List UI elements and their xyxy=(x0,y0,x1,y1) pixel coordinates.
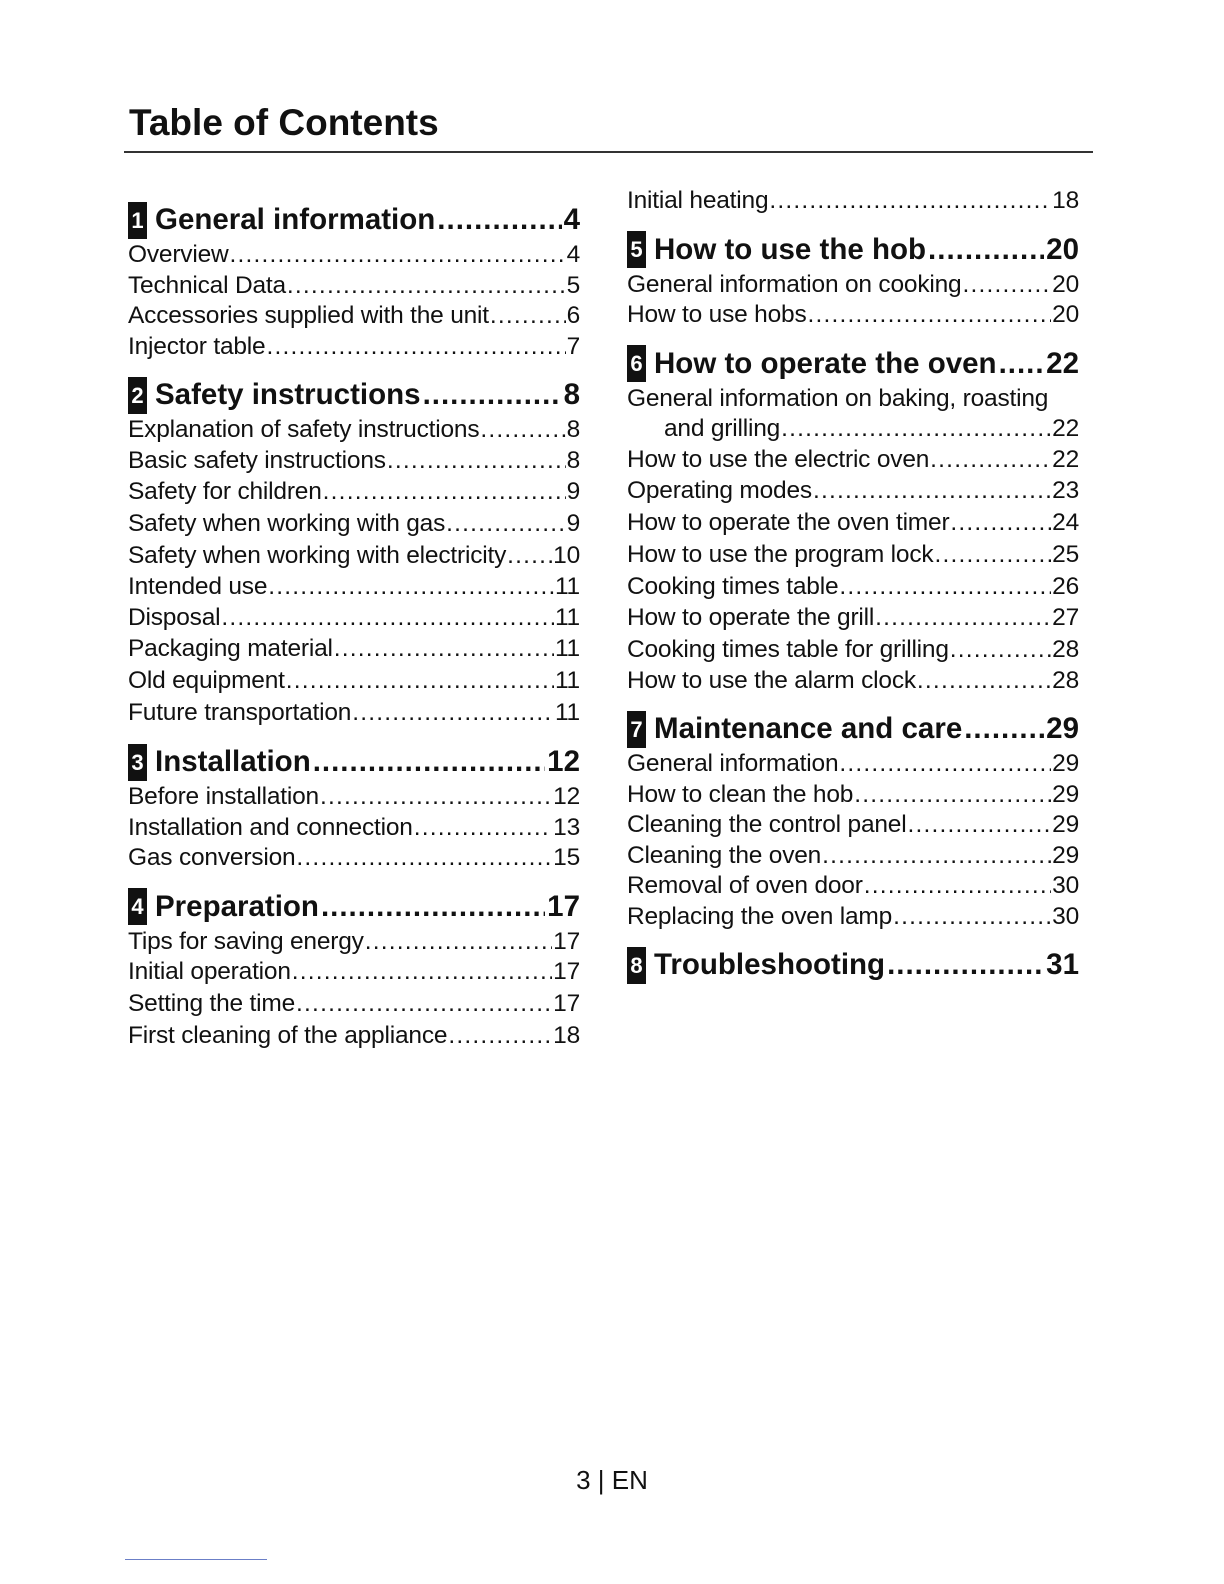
dot-leader xyxy=(352,697,554,729)
entry-page: 29 xyxy=(1052,750,1079,777)
dot-leader xyxy=(769,186,1051,217)
dot-leader xyxy=(839,571,1051,603)
dot-leader xyxy=(950,507,1051,539)
dot-leader xyxy=(962,270,1051,301)
section-title: How to use the hob xyxy=(654,232,927,266)
dot-leader xyxy=(507,540,552,572)
dot-leader xyxy=(822,841,1051,872)
entry-label: General information on cooking xyxy=(627,270,962,298)
toc-entry[interactable] xyxy=(128,240,580,271)
dot-leader xyxy=(893,902,1051,933)
dot-leader xyxy=(854,780,1051,811)
dot-leader xyxy=(864,871,1051,902)
entry-label: Safety for children xyxy=(128,478,322,505)
dot-leader xyxy=(292,957,552,988)
entry-page: 9 xyxy=(566,510,580,537)
dot-leader xyxy=(266,332,565,363)
toc-entry[interactable] xyxy=(627,841,1079,872)
entry-page: 11 xyxy=(554,603,580,631)
entry-page: 24 xyxy=(1052,509,1079,536)
toc-section-4[interactable] xyxy=(128,887,580,927)
entry-page: 17 xyxy=(553,958,580,985)
entry-page: 15 xyxy=(553,844,580,871)
toc-entry[interactable] xyxy=(627,414,1079,445)
entry-label: Installation and connection xyxy=(128,813,413,841)
toc-entry[interactable] xyxy=(627,749,1079,780)
dot-leader xyxy=(334,633,554,665)
dot-leader xyxy=(268,572,554,603)
section-number-badge: 4 xyxy=(128,888,147,925)
toc-entry[interactable] xyxy=(128,415,580,446)
toc-entry[interactable] xyxy=(128,665,580,697)
toc-entry[interactable] xyxy=(627,270,1079,301)
entry-page: 30 xyxy=(1052,902,1079,930)
entry-label: How to use the alarm clock xyxy=(627,666,916,694)
entry-label: Overview xyxy=(128,241,229,268)
toc-section-2[interactable] xyxy=(128,375,580,415)
entry-page: 28 xyxy=(1052,635,1079,663)
toc-entry[interactable] xyxy=(128,476,580,508)
dot-leader xyxy=(490,301,566,332)
footer-separator: | xyxy=(597,1465,605,1495)
footer-language: EN xyxy=(611,1465,648,1495)
dot-leader xyxy=(999,344,1045,384)
dot-leader xyxy=(928,230,1044,270)
entry-label: Injector table xyxy=(128,332,266,360)
toc-entry[interactable] xyxy=(627,186,1079,217)
entry-page: 11 xyxy=(554,699,580,726)
toc-entry[interactable] xyxy=(128,813,580,844)
section-page: 17 xyxy=(547,889,580,923)
entry-page: 8 xyxy=(566,446,580,474)
toc-entry[interactable] xyxy=(128,572,580,603)
entry-label: Setting the time xyxy=(128,989,296,1017)
entry-label: Cleaning the oven xyxy=(627,841,822,869)
entry-label: Cooking times table for grilling xyxy=(627,635,949,663)
toc-section-6[interactable] xyxy=(627,344,1079,384)
title-divider xyxy=(124,151,1093,153)
toc-entry[interactable] xyxy=(128,603,580,634)
entry-label: General information xyxy=(627,750,839,777)
dot-leader xyxy=(287,271,566,302)
toc-section-8[interactable] xyxy=(627,945,1079,985)
entry-label: Intended use xyxy=(128,573,268,600)
section-number-badge: 6 xyxy=(627,345,646,382)
entry-page: 27 xyxy=(1052,604,1079,631)
entry-label: How to use the program lock xyxy=(627,541,934,568)
entry-page: 4 xyxy=(566,241,580,268)
section-number-badge: 1 xyxy=(128,202,147,239)
entry-label: How to operate the grill xyxy=(627,604,875,631)
entry-page: 29 xyxy=(1052,841,1079,869)
toc-entry[interactable] xyxy=(627,571,1079,603)
dot-leader xyxy=(480,415,565,446)
entry-label: Safety when working with gas xyxy=(128,510,446,537)
dot-leader xyxy=(323,476,566,508)
entry-page: 29 xyxy=(1052,780,1079,808)
entry-page: 30 xyxy=(1052,872,1079,899)
toc-entry[interactable] xyxy=(128,843,580,874)
toc-entry[interactable] xyxy=(627,507,1079,539)
section-page: 31 xyxy=(1046,948,1079,981)
section-title: General information xyxy=(155,203,436,236)
entry-page: 23 xyxy=(1052,477,1079,504)
entry-label: Technical Data xyxy=(128,271,286,299)
dot-leader xyxy=(907,810,1051,841)
toc-entry[interactable] xyxy=(128,1020,580,1052)
entry-page: 22 xyxy=(1052,445,1079,473)
toc-entry[interactable] xyxy=(128,540,580,572)
entry-label: Cooking times table xyxy=(627,573,839,600)
bottom-link-underline xyxy=(125,1559,267,1560)
entry-page: 9 xyxy=(566,478,580,505)
toc-entry[interactable] xyxy=(128,301,580,332)
entry-page: 10 xyxy=(553,542,580,569)
dot-leader xyxy=(423,375,562,415)
dot-leader xyxy=(930,445,1051,476)
entry-page: 25 xyxy=(1052,541,1079,568)
toc-entry[interactable] xyxy=(128,446,580,477)
section-title: How to operate the oven xyxy=(654,346,997,380)
dot-leader xyxy=(437,200,561,240)
section-page: 22 xyxy=(1046,346,1079,380)
toc-entry[interactable] xyxy=(627,603,1079,634)
dot-leader xyxy=(875,603,1051,634)
dot-leader xyxy=(917,666,1051,697)
entry-label: Tips for saving energy xyxy=(128,927,364,955)
toc-entry[interactable] xyxy=(128,332,580,363)
entry-page: 11 xyxy=(554,667,580,694)
entry-label: Removal of oven door xyxy=(627,872,863,899)
dot-leader xyxy=(887,945,1044,985)
section-title: Maintenance and care xyxy=(654,712,963,745)
entry-label: Initial operation xyxy=(128,958,291,985)
entry-page: 17 xyxy=(553,927,580,955)
dot-leader xyxy=(221,603,554,634)
toc-entry[interactable] xyxy=(627,666,1079,697)
section-number-badge: 5 xyxy=(627,231,646,268)
entry-page: 18 xyxy=(1052,187,1079,214)
section-title: Installation xyxy=(155,745,311,778)
toc-entry[interactable] xyxy=(627,810,1079,841)
dot-leader xyxy=(286,665,554,697)
entry-page: 6 xyxy=(566,302,580,329)
section-number-badge: 2 xyxy=(128,377,147,414)
entry-label: How to use the electric oven xyxy=(627,445,930,473)
entry-page: 20 xyxy=(1052,270,1079,298)
entry-label: and grilling xyxy=(664,415,781,442)
toc-section-1[interactable] xyxy=(128,200,580,240)
dot-leader xyxy=(808,300,1052,331)
entry-page: 18 xyxy=(553,1021,580,1049)
section-title: Safety instructions xyxy=(155,378,421,411)
toc-entry-wrapped-line[interactable] xyxy=(627,384,1079,415)
toc-entry[interactable] xyxy=(627,445,1079,476)
entry-label: How to use hobs xyxy=(627,301,807,328)
toc-entry[interactable] xyxy=(128,271,580,302)
entry-label: Safety when working with electricity xyxy=(128,542,507,569)
toc-entry[interactable] xyxy=(627,300,1079,331)
toc-section-7[interactable] xyxy=(627,709,1079,749)
entry-page: 29 xyxy=(1052,811,1079,838)
entry-page: 22 xyxy=(1052,415,1079,442)
section-title: Troubleshooting xyxy=(654,948,886,981)
entry-page: 11 xyxy=(554,635,580,662)
dot-leader xyxy=(934,539,1051,571)
entry-page: 20 xyxy=(1052,301,1079,328)
dot-leader xyxy=(781,414,1051,445)
entry-label: Replacing the oven lamp xyxy=(627,902,893,930)
entry-page: 17 xyxy=(553,989,580,1017)
dot-leader xyxy=(321,887,545,927)
dot-leader xyxy=(365,927,552,958)
toc-right-column xyxy=(627,186,1079,985)
toc-entry[interactable] xyxy=(128,927,580,958)
entry-label: Future transportation xyxy=(128,699,352,726)
entry-label: First cleaning of the appliance xyxy=(128,1021,448,1049)
dot-leader xyxy=(414,813,552,844)
section-page: 8 xyxy=(563,378,580,411)
toc-entry[interactable] xyxy=(627,780,1079,811)
toc-entry[interactable] xyxy=(627,902,1079,933)
entry-page: 11 xyxy=(554,573,580,600)
entry-label: General information on baking, roasting xyxy=(627,384,1049,412)
entry-page: 13 xyxy=(553,813,580,841)
toc-entry[interactable] xyxy=(128,633,580,665)
toc-entry[interactable] xyxy=(128,988,580,1020)
section-number-badge: 3 xyxy=(128,744,147,781)
dot-leader xyxy=(964,709,1044,749)
toc-entry[interactable] xyxy=(627,634,1079,666)
dot-leader xyxy=(813,475,1051,507)
toc-left-column xyxy=(128,200,580,1052)
dot-leader xyxy=(320,782,552,813)
toc-entry[interactable] xyxy=(627,871,1079,902)
footer-page-number: 3 xyxy=(576,1465,591,1495)
dot-leader xyxy=(230,240,566,271)
dot-leader xyxy=(448,1020,552,1052)
toc-entry[interactable] xyxy=(128,508,580,540)
toc-section-3[interactable] xyxy=(128,742,580,782)
toc-entry[interactable] xyxy=(128,782,580,813)
entry-page: 12 xyxy=(553,783,580,810)
entry-label: Basic safety instructions xyxy=(128,446,386,474)
section-title: Preparation xyxy=(155,889,319,923)
entry-page: 28 xyxy=(1052,666,1079,694)
dot-leader xyxy=(296,843,552,874)
dot-leader xyxy=(950,634,1051,666)
dot-leader xyxy=(296,988,552,1020)
entry-label: Disposal xyxy=(128,603,221,631)
section-page: 4 xyxy=(563,203,580,236)
toc-entry[interactable] xyxy=(627,539,1079,571)
entry-label: How to operate the oven timer xyxy=(627,509,950,536)
section-number-badge: 7 xyxy=(627,711,646,748)
entry-label: Gas conversion xyxy=(128,844,296,871)
toc-section-5[interactable] xyxy=(627,230,1079,270)
entry-label: How to clean the hob xyxy=(627,780,854,808)
entry-page: 8 xyxy=(566,416,580,443)
page-title: Table of Contents xyxy=(129,102,439,143)
section-number-badge: 8 xyxy=(627,947,646,984)
entry-label: Operating modes xyxy=(627,477,812,504)
dot-leader xyxy=(446,508,565,540)
dot-leader xyxy=(839,749,1051,780)
section-page: 20 xyxy=(1046,232,1079,266)
entry-label: Initial heating xyxy=(627,187,769,214)
toc-entry[interactable] xyxy=(627,475,1079,507)
entry-page: 7 xyxy=(566,332,580,360)
section-page: 12 xyxy=(547,745,580,778)
page-footer xyxy=(0,1465,1224,1495)
entry-label: Before installation xyxy=(128,783,319,810)
toc-entry[interactable] xyxy=(128,957,580,988)
entry-page: 26 xyxy=(1052,573,1079,600)
entry-label: Accessories supplied with the unit xyxy=(128,302,489,329)
entry-label: Packaging material xyxy=(128,635,333,662)
dot-leader xyxy=(387,446,566,477)
section-page: 29 xyxy=(1046,712,1079,745)
entry-label: Explanation of safety instructions xyxy=(128,416,480,443)
entry-label: Old equipment xyxy=(128,667,285,694)
toc-entry[interactable] xyxy=(128,697,580,729)
entry-label: Cleaning the control panel xyxy=(627,811,907,838)
entry-page: 5 xyxy=(566,271,580,299)
dot-leader xyxy=(313,742,545,782)
